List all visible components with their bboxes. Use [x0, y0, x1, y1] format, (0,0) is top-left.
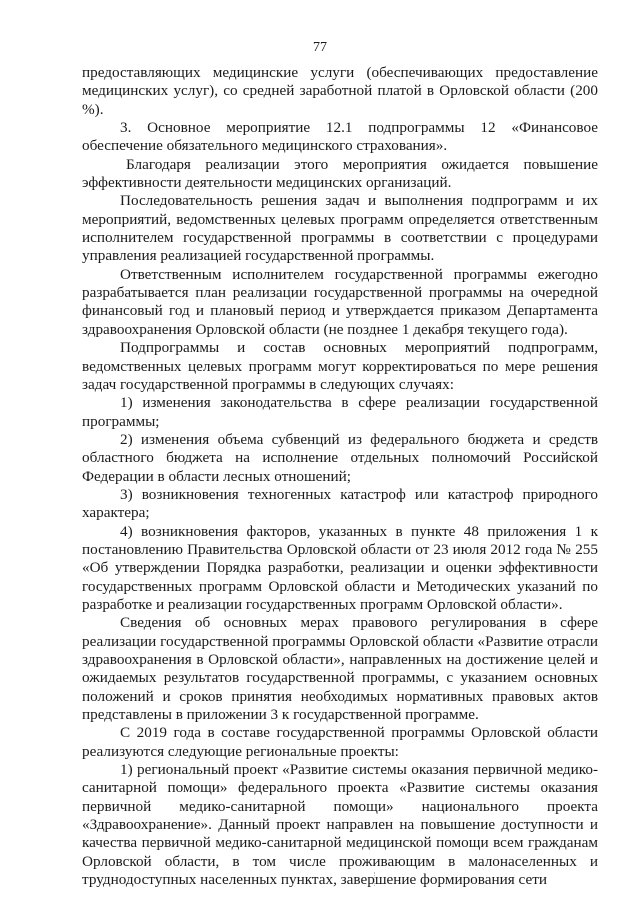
paragraph-main-event: 3. Основное мероприятие 12.1 подпрограммы 12 «Финансовое обеспечение обязательного медицинского страхования». — [82, 119, 598, 155]
paragraph-continuation: предоставляющих медицинские услуги (обеспечивающих предоставление медицинских услуг), со средней заработной платой в Орловской области (200 %). — [82, 64, 598, 118]
paragraph-adjustments: Подпрограммы и состав основных мероприятий подпрограмм, ведомственных целевых программ могут корректироваться по мере решения задач государственной программы в следующих случаях: — [82, 339, 598, 393]
list-item-4: 4) возникновения факторов, указанных в пункте 48 приложения 1 к постановлению Правительства Орловской области от 23 июля 2012 года № 255 «Об утверждении Порядка разработки, реализации и оценки эффективности государственных программ Орловской области и Методических указаний по разработке и реализации государственных программ Орловской области». — [82, 522, 598, 613]
paragraph-regional-projects: С 2019 года в составе государственной программы Орловской области реализуются следующие региональные проекты: — [82, 724, 598, 760]
paragraph-efficiency: Благодаря реализации этого мероприятия ожидается повышение эффективности деятельности медицинских организаций. — [82, 155, 598, 192]
paragraph-annual-plan: Ответственным исполнителем государственной программы ежегодно разрабатывается план реализации государственной программы на очередной финансовый год и плановый период и утверждается приказом Департамента здравоохранения Орловской области (не позднее 1 декабря текущего года). — [82, 265, 598, 338]
list-item-2: 2) изменения объема субвенций из федерального бюджета и средств областного бюджета на исполнение отдельных полномочий Российской Федерации в области лесных отношений; — [82, 430, 598, 485]
scan-artifact — [374, 872, 376, 886]
paragraph-legal-regulation: Сведения об основных мерах правового регулирования в сфере реализации государственной программы Орловской области «Развитие отрасли здравоохранения в Орловской области», направленных на достижение целей и ожидаемых результатов государственной программы, с указанием основных положений и сроков принятия необходимых нормативных правовых актов представлены в приложении 3 к государственной программе. — [82, 614, 598, 724]
list-item-project-1: 1) региональный проект «Развитие системы оказания первичной медико-санитарной помощи» федерального проекта «Развитие системы оказания первичной медико-санитарной помощи» национального проекта «Здравоохранение». Данный проект направлен на повышение доступности и качества первичной медико-санитарной медицинской помощи всем гражданам Орловской области, в том числе проживающим в малонаселенных и труднодоступных населенных пунктах, завершение формирования сети — [82, 761, 598, 889]
list-item-3: 3) возникновения техногенных катастроф или катастроф природного характера; — [82, 485, 598, 522]
document-body — [82, 64, 598, 889]
list-item-1: 1) изменения законодательства в сфере реализации государственной программы; — [82, 394, 598, 430]
paragraph-sequence: Последовательность решения задач и выполнения подпрограмм и их мероприятий, ведомственных целевых программ определяется ответственным исполнителем государственной программы в соответствии с процедурами управления реализацией государственной программы. — [82, 192, 598, 265]
page-number: 77 — [313, 40, 327, 55]
